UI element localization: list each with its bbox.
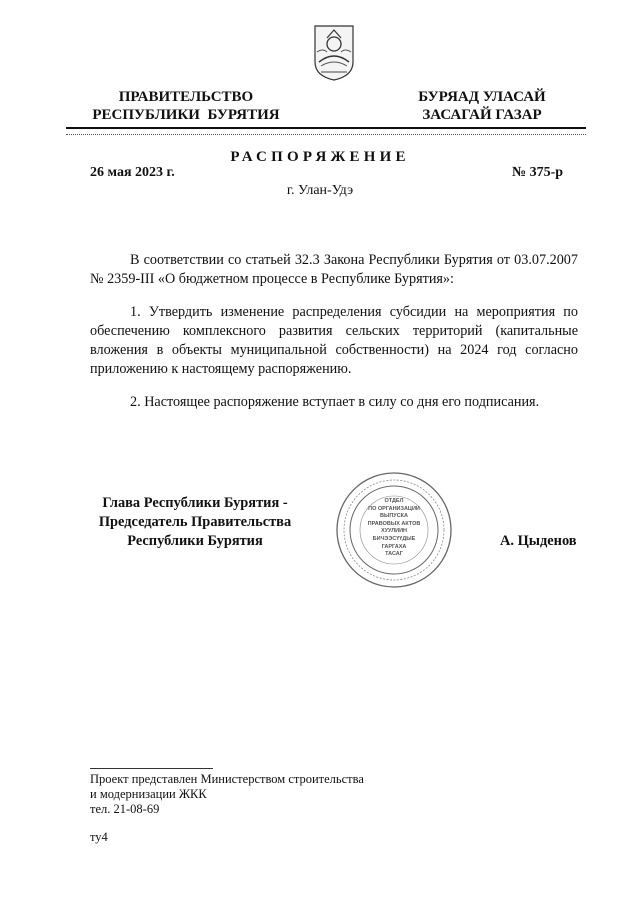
- signatory-title-line1: Глава Республики Бурятия -: [102, 495, 288, 511]
- coat-of-arms-emblem: [311, 22, 357, 82]
- header-divider-dotted: [66, 134, 586, 135]
- document-number: № 375-р: [512, 165, 564, 180]
- item-1-paragraph: 1. Утвердить изменение распределения субсидии на мероприятия по обеспечению комплексного развития сельских территорий (капитальные вложения в объекты муниципальной собственности) на 2024 год согласно приложению к настоящему распоряжению.: [90, 304, 578, 377]
- document-type: РАСПОРЯЖЕНИЕ: [230, 149, 410, 165]
- header-left-line2: РЕСПУБЛИКИ БУРЯТИЯ: [92, 107, 280, 123]
- document-city: г. Улан-Удэ: [286, 183, 354, 198]
- stamp-line: ТАСАГ: [385, 551, 403, 558]
- preamble-paragraph: В соответствии со статьей 32.3 Закона Республики Бурятия от 03.07.2007 № 2359-III «О бюджетном процессе в Республике Бурятия»:: [90, 252, 578, 287]
- official-stamp: [334, 470, 454, 590]
- footer-code: ту4: [90, 830, 108, 844]
- document-date: 26 мая 2023 г.: [90, 165, 175, 180]
- header-left-block: [80, 88, 292, 124]
- signatory-title: [80, 494, 310, 551]
- stamp-line: БИЧЭЭСҮҮДЫЕ ГАРГАХА: [372, 535, 416, 550]
- footer-note: [90, 772, 364, 817]
- stamp-line: ХУУЛИИН: [380, 528, 408, 535]
- footer-line3: тел. 21-08-69: [90, 802, 160, 816]
- header-divider: [66, 127, 586, 129]
- stamp-line: ВЫПУСКА: [379, 513, 409, 520]
- footer-divider: [90, 768, 213, 769]
- stamp-line: ПО ОРГАНИЗАЦИИ: [368, 505, 420, 512]
- item-2-paragraph: 2. Настоящее распоряжение вступает в силу со дня его подписания.: [130, 394, 540, 410]
- signatory-title-line2: Председатель Правительства: [98, 514, 292, 530]
- header-left-line1: ПРАВИТЕЛЬСТВО: [118, 89, 254, 105]
- stamp-line: ОТДЕЛ: [384, 498, 404, 504]
- stamp-text: [362, 498, 426, 559]
- footer-line2: и модернизации ЖКК: [90, 787, 207, 801]
- signatory-title-line3: Республики Бурятия: [127, 533, 263, 549]
- header-right-line2: ЗАСАГАЙ ГАЗАР: [422, 107, 542, 123]
- signatory-name: А. Цыденов: [500, 533, 577, 549]
- header-right-block: [386, 88, 578, 124]
- footer-line1: Проект представлен Министерством строительства: [90, 772, 364, 786]
- header-right-line1: БУРЯАД УЛАСАЙ: [418, 89, 546, 105]
- stamp-line: ПРАВОВЫХ АКТОВ: [367, 520, 421, 527]
